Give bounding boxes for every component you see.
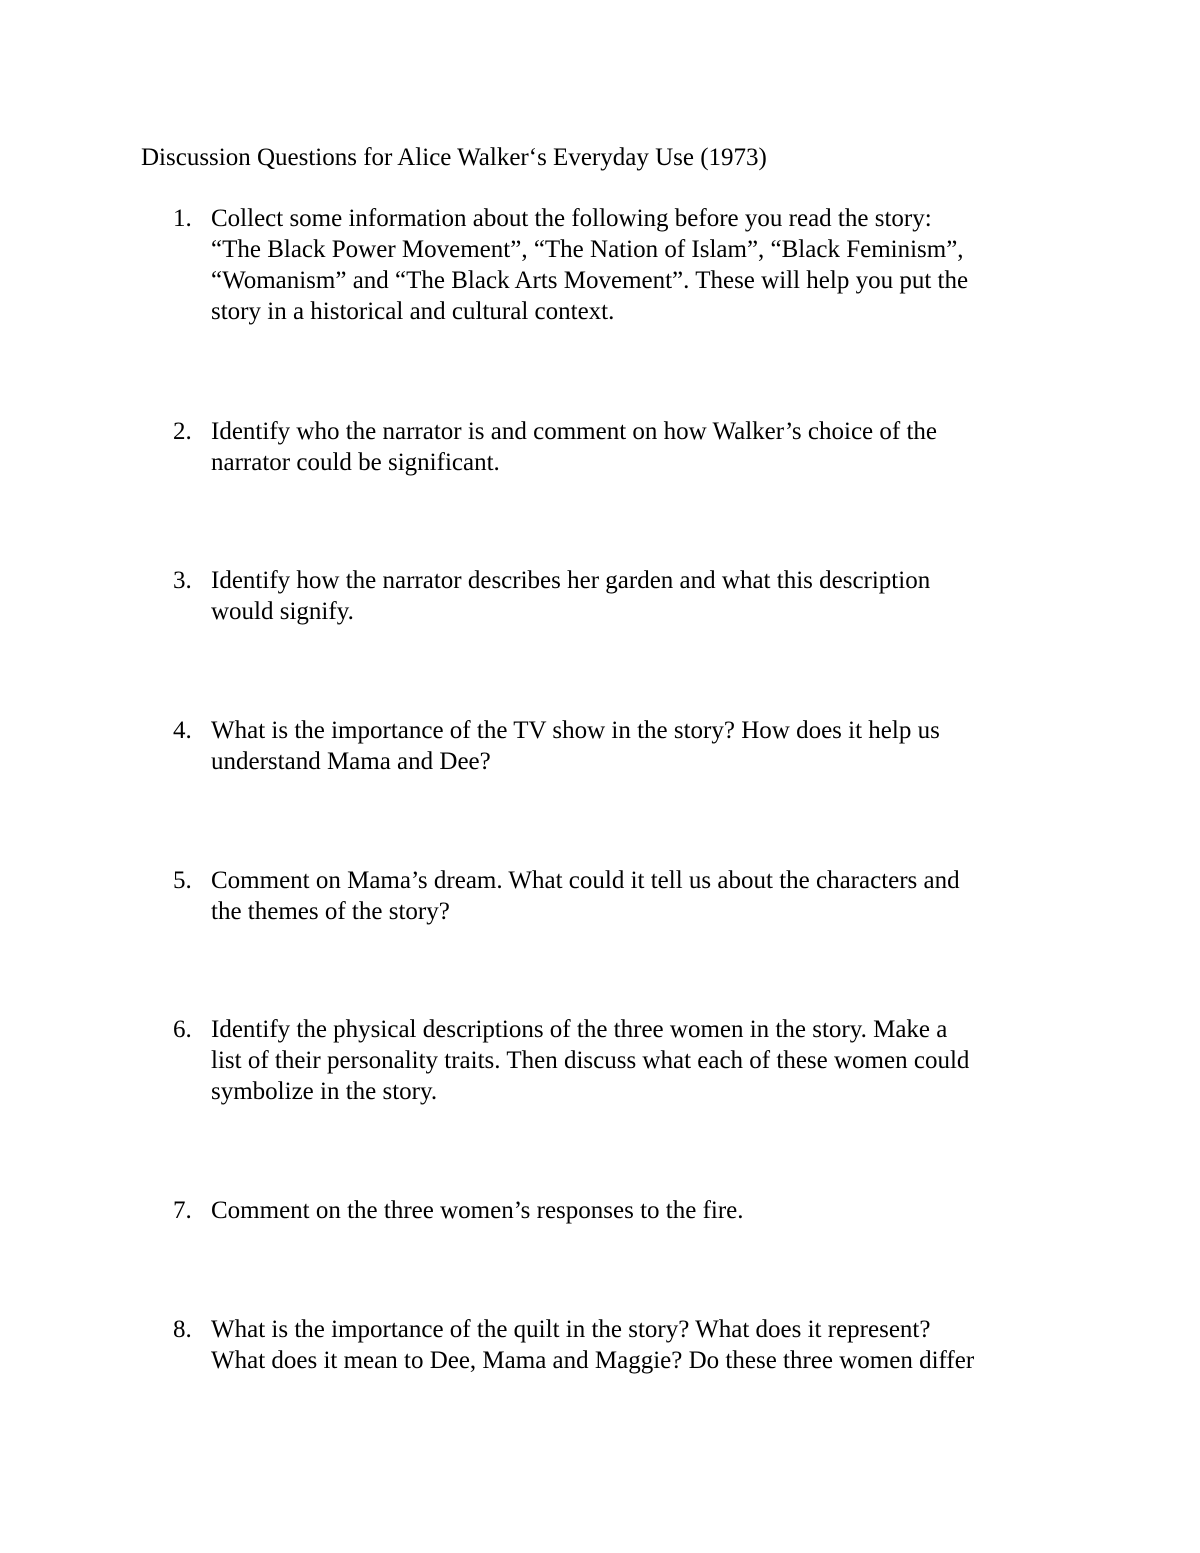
question-number: 5. (173, 867, 192, 894)
question-text: What is the importance of the quilt in the story? What does it represent? What does it mean to Dee, Mama and Maggie? Do these three women differ (211, 1316, 975, 1374)
question-item (141, 565, 1071, 627)
question-item (141, 1014, 1071, 1107)
question-item (141, 715, 1071, 777)
question-item (141, 203, 1071, 327)
question-number: 6. (173, 1016, 192, 1043)
question-number: 4. (173, 717, 192, 744)
question-number: 7. (173, 1197, 192, 1224)
question-text: Collect some information about the following before you read the story: “The Black Power Movement”, “The Nation of Islam”, “Black Feminism”, “Womanism” and “The Black Arts Movement”. These will help you put the story in a historical and cultural context. (211, 205, 969, 325)
question-item (141, 416, 1071, 478)
question-text: Identify how the narrator describes her garden and what this description would signify. (211, 567, 931, 625)
question-text: Identify who the narrator is and comment on how Walker’s choice of the narrator could be significant. (211, 418, 938, 476)
document-title: Discussion Questions for Alice Walker‘s Everyday Use (1973) (141, 144, 767, 171)
question-item (141, 1314, 1071, 1376)
question-text: Comment on Mama’s dream. What could it tell us about the characters and the themes of the story? (211, 867, 960, 925)
question-item (141, 1195, 1071, 1226)
question-number: 8. (173, 1316, 192, 1343)
question-number: 3. (173, 567, 192, 594)
question-text: What is the importance of the TV show in the story? How does it help us understand Mama and Dee? (211, 717, 940, 775)
question-number: 2. (173, 418, 192, 445)
question-text: Comment on the three women’s responses to the fire. (211, 1197, 744, 1224)
question-item (141, 865, 1071, 927)
question-number: 1. (173, 205, 192, 232)
question-text: Identify the physical descriptions of the three women in the story. Make a list of their personality traits. Then discuss what each of these women could symbolize in the story. (211, 1016, 970, 1105)
